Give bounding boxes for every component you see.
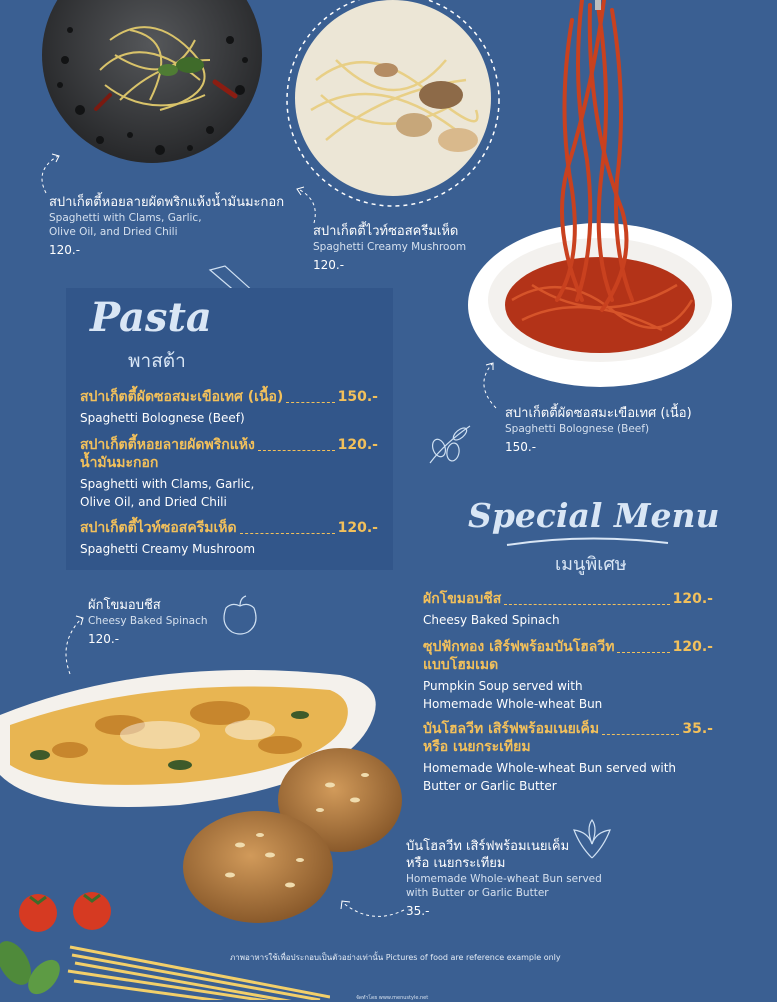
- caption-price: 120.-: [49, 243, 81, 257]
- caption-english: Olive Oil, and Dried Chili: [49, 226, 178, 238]
- special-menu-title: Special Menu: [468, 496, 720, 535]
- pasta-menu-panel: [66, 288, 393, 570]
- item-name-continued: แบบโฮมเมด: [423, 657, 499, 673]
- item-description: [423, 677, 713, 713]
- bolognese-spaghetti-photo: [462, 0, 742, 395]
- item-name-row: [80, 436, 378, 454]
- description-line: Butter or Garlic Butter: [423, 779, 557, 793]
- description-line: Olive Oil, and Dried Chili: [80, 495, 227, 509]
- caption-thai: สปาเก็ตตี้หอยลายผัดพริกแห้งน้ำมันมะกอก: [49, 195, 285, 210]
- item-name: ซุปฟักทอง เสิร์ฟพร้อมบันโฮลวีท: [423, 639, 615, 655]
- item-name-row: [423, 590, 713, 608]
- footer-credit: จัดทำโดย www.menustyle.net: [356, 995, 429, 1001]
- description-line: Spaghetti with Clams, Garlic,: [80, 477, 255, 491]
- leader-dots: [258, 450, 335, 451]
- caption-thai: บันโฮลวีท เสิร์ฟพร้อมเนยเค็ม: [406, 839, 570, 854]
- caption-english: Homemade Whole-wheat Bun served: [406, 873, 602, 885]
- caption-price: 150.-: [505, 440, 537, 454]
- leader-dots: [240, 533, 335, 534]
- item-name: ผักโขมอบชีส: [423, 591, 502, 607]
- item-name-row: [423, 720, 713, 738]
- dashed-arrow-icon: [34, 150, 64, 195]
- bun-photo-caption: [406, 838, 602, 918]
- special-menu-title-thai: เมนูพิเศษ: [555, 554, 627, 575]
- caption-english: Spaghetti Bolognese (Beef): [505, 423, 650, 435]
- pasta-title: Pasta: [90, 294, 212, 341]
- description-line: Homemade Whole-wheat Bun: [423, 697, 603, 711]
- leader-dots: [617, 652, 669, 653]
- item-description: Spaghetti Creamy Mushroom: [80, 542, 256, 556]
- leader-dots: [602, 734, 679, 735]
- menu-item: [423, 638, 713, 713]
- item-price: 120.-: [337, 437, 378, 453]
- item-price: 150.-: [337, 389, 378, 405]
- dashed-arrow-icon: [336, 892, 406, 922]
- item-name-continued: หรือ เนยกระเทียม: [423, 739, 531, 755]
- bell-pepper-sketch-icon: [218, 594, 262, 638]
- item-price: 120.-: [337, 520, 378, 536]
- caption-english: Cheesy Baked Spinach: [88, 615, 208, 627]
- caption-thai: สปาเก็ตตี้ผัดซอสมะเขือเทศ (เนื้อ): [505, 406, 692, 421]
- menu-item: [80, 388, 378, 427]
- item-name: บันโฮลวีท เสิร์ฟพร้อมเนยเค็ม: [423, 721, 600, 737]
- dashed-arrow-icon: [476, 360, 506, 410]
- menu-item: [423, 590, 713, 629]
- olive-branch-icon: [425, 418, 475, 468]
- item-name: สปาเก็ตตี้ไวท์ซอสครีมเห็ด: [80, 520, 237, 536]
- item-description: [80, 475, 378, 511]
- caption-english: Spaghetti with Clams, Garlic,: [49, 212, 202, 224]
- tomatoes-basil-decoration: [0, 885, 330, 1000]
- caption-price: 120.-: [313, 258, 345, 272]
- caption-price: 35.-: [406, 904, 430, 918]
- footer-note: ภาพอาหารใช้เพื่อประกอบเป็นตัวอย่างเท่านั้น Pictures of food are reference example only: [230, 953, 561, 962]
- menu-item: [80, 436, 378, 511]
- pasta-title-thai: พาสต้า: [128, 350, 186, 372]
- item-name-continued: น้ำมันมะกอก: [80, 455, 159, 471]
- caption-thai: หรือ เนยกระเทียม: [406, 856, 506, 871]
- caption-thai: สปาเก็ตตี้ไวท์ซอสครีมเห็ด: [313, 224, 459, 239]
- description-line: Pumpkin Soup served with: [423, 679, 583, 693]
- spinach-photo-caption: [88, 597, 208, 646]
- leader-dots: [504, 604, 669, 605]
- description-line: Homemade Whole-wheat Bun served with: [423, 761, 677, 775]
- bolognese-photo-caption: [505, 405, 692, 454]
- menu-item: [80, 519, 378, 558]
- item-price: 120.-: [672, 639, 713, 655]
- leader-dots: [286, 402, 334, 403]
- clams-photo-caption: [49, 194, 284, 257]
- item-description: [423, 759, 713, 795]
- caption-english: with Butter or Garlic Butter: [406, 887, 549, 899]
- menu-item: [423, 720, 713, 795]
- caption-english: Spaghetti Creamy Mushroom: [313, 241, 467, 253]
- item-name-row: [423, 638, 713, 656]
- item-name: สปาเก็ตตี้ผัดซอสมะเขือเทศ (เนื้อ): [80, 389, 284, 405]
- caption-thai: ผักโขมอบชีส: [88, 598, 161, 613]
- item-description: Cheesy Baked Spinach: [423, 613, 560, 627]
- caption-price: 120.-: [88, 632, 120, 646]
- item-price: 120.-: [672, 591, 713, 607]
- dashed-arrow-icon: [292, 185, 322, 225]
- item-name-row: [80, 388, 378, 406]
- item-name: สปาเก็ตตี้หอยลายผัดพริกแห้ง: [80, 437, 255, 453]
- item-price: 35.-: [682, 721, 713, 737]
- title-swash: [505, 535, 670, 549]
- clam-spaghetti-photo: [40, 0, 270, 170]
- item-name-row: [80, 519, 378, 537]
- item-description: Spaghetti Bolognese (Beef): [80, 411, 245, 425]
